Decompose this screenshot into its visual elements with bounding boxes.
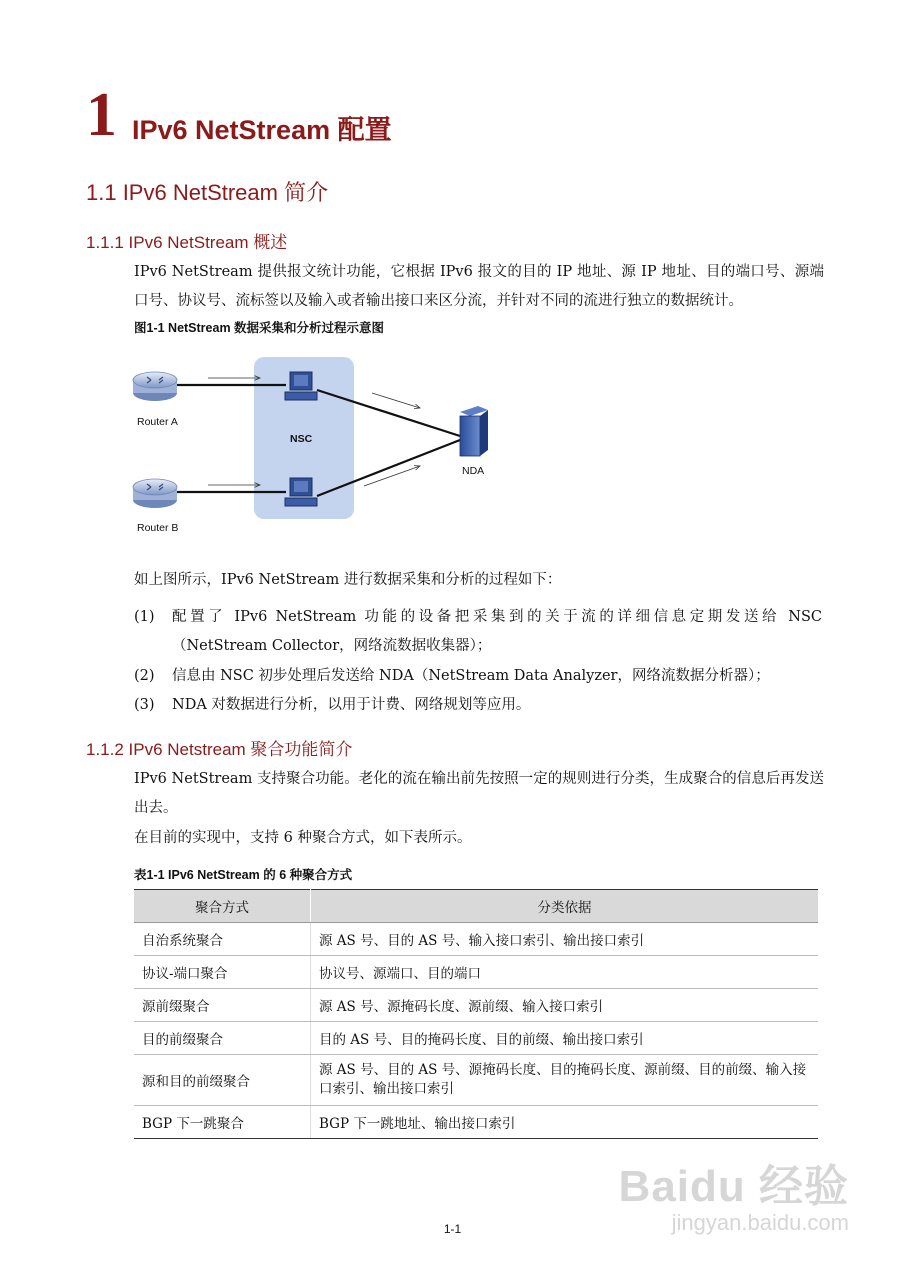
nda-label: NDA <box>462 465 485 477</box>
netstream-diagram <box>120 350 540 550</box>
table-cell: 目的 AS 号、目的掩码长度、目的前缀、输出接口索引 <box>311 1022 819 1055</box>
aggregation-intro: 在目前的实现中，支持 6 种聚合方式，如下表所示。 <box>134 830 472 846</box>
overview-paragraph: IPv6 NetStream 提供报文统计功能，它根据 IPv6 报文的目的 IP 地址、源 IP 地址、目的端口号、源端口号、协议号、流标签以及输入或者输出接口来区分流，并针对不同的流进行独立的数据统计。 <box>134 264 824 309</box>
table-row <box>134 989 818 1022</box>
table-header-row <box>134 890 818 923</box>
table-cell: 源 AS 号、目的 AS 号、源掩码长度、目的掩码长度、源前缀、目的前缀、输入接口索引、输出接口索引 <box>311 1055 819 1106</box>
table-cell: 源前缀聚合 <box>134 989 311 1022</box>
table-row <box>134 1022 818 1055</box>
flow-arrow-top-nda <box>372 393 420 408</box>
table-header-cell: 分类依据 <box>311 890 819 923</box>
figure-caption: 图1-1 NetStream 数据采集和分析过程示意图 <box>134 321 385 335</box>
nda-server-icon <box>460 406 488 456</box>
table-cell: 协议-端口聚合 <box>134 956 311 989</box>
table-cell: 目的前缀聚合 <box>134 1022 311 1055</box>
subsection-title-aggregation: 1.1.2 IPv6 Netstream 聚合功能简介 <box>86 740 353 759</box>
router-a-label: Router A <box>137 416 178 428</box>
step-text: NDA 对数据进行分析，以用于计费、网络规划等应用。 <box>172 697 531 713</box>
nsc-computer-bottom-icon <box>285 478 317 506</box>
table-cell: 协议号、源端口、目的端口 <box>311 956 819 989</box>
subsection-title-overview: 1.1.1 IPv6 NetStream 概述 <box>86 233 288 252</box>
watermark-logo: Baidu 经验 <box>618 1162 849 1211</box>
step-text-continued: （NetStream Collector，网络流数据收集器）； <box>172 638 492 654</box>
table-cell: 源 AS 号、目的 AS 号、输入接口索引、输出接口索引 <box>311 923 819 956</box>
table-caption: 表1-1 IPv6 NetStream 的 6 种聚合方式 <box>134 868 353 882</box>
router-a-icon <box>133 372 177 401</box>
nsc-computer-top-icon <box>285 372 317 400</box>
section-title: 1.1 IPv6 NetStream 简介 <box>86 180 329 205</box>
aggregation-paragraph: IPv6 NetStream 支持聚合功能。老化的流在输出前先按照一定的规则进行分类，生成聚合的信息后再发送出去。 <box>134 771 824 816</box>
table-cell: 源 AS 号、源掩码长度、源前缀、输入接口索引 <box>311 989 819 1022</box>
step-number: (1) <box>134 609 155 625</box>
flow-arrow-bottom-nda <box>364 466 420 486</box>
router-b-icon <box>133 479 177 508</box>
step-text: 配置了 IPv6 NetStream 功能的设备把采集到的关于流的详细信息定期发送给 NSC <box>172 609 822 625</box>
watermark-url: jingyan.baidu.com <box>671 1210 849 1235</box>
step-number: (3) <box>134 697 155 713</box>
router-b-label: Router B <box>137 522 179 534</box>
baidu-watermark <box>619 1150 849 1236</box>
table-row <box>134 956 818 989</box>
page-number: 1-1 <box>443 1222 462 1236</box>
table-header-cell: 聚合方式 <box>134 890 311 923</box>
table-cell: BGP 下一跳地址、输出接口索引 <box>311 1106 819 1139</box>
step-text: 信息由 NSC 初步处理后发送给 NDA（NetStream Data Analyzer，网络流数据分析器）； <box>172 668 770 684</box>
process-intro: 如上图所示，IPv6 NetStream 进行数据采集和分析的过程如下： <box>134 572 562 588</box>
nsc-label: NSC <box>290 433 313 445</box>
table-row <box>134 1106 818 1139</box>
table-cell: 自治系统聚合 <box>134 923 311 956</box>
chapter-number: 1 <box>86 81 117 149</box>
chapter-title: IPv6 NetStream 配置 <box>132 115 392 145</box>
step-number: (2) <box>134 668 155 684</box>
aggregation-table <box>134 889 818 1139</box>
table-cell: 源和目的前缀聚合 <box>134 1055 311 1106</box>
table-row <box>134 923 818 956</box>
table-cell: BGP 下一跳聚合 <box>134 1106 311 1139</box>
table-row <box>134 1055 818 1106</box>
